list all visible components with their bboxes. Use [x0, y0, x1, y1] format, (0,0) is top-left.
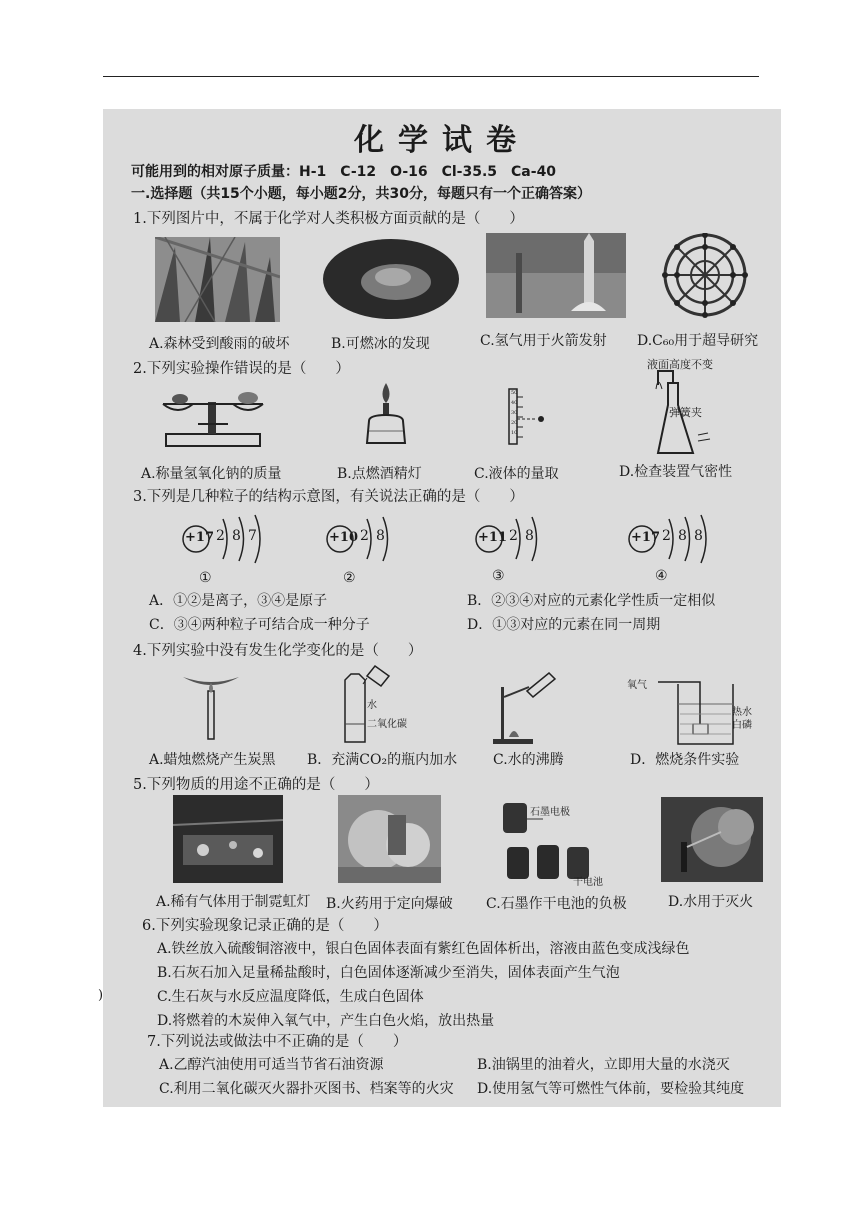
- balance-scale-image: [158, 384, 268, 449]
- q5-option-a: A.稀有气体用于制霓虹灯: [156, 894, 311, 910]
- white-phosphorus-label: 白磷: [732, 720, 752, 731]
- graduated-cylinder-image: [501, 387, 551, 447]
- q7-option-c: C.利用二氧化碳灭火器扑灭图书、档案等的火灾: [159, 1081, 454, 1097]
- q1-option-c: C.氢气用于火箭发射: [480, 333, 607, 349]
- q1-option-d: D.C₆₀用于超导研究: [637, 333, 759, 349]
- atomic-masses: 可能用到的相对原子质量：H-1 C-12 O-16 Cl-35.5 Ca-40: [131, 164, 557, 180]
- particle-2-nucleus: +10: [329, 530, 358, 545]
- q2-option-c: C.液体的量取: [474, 466, 559, 482]
- particle-2-index: ②: [343, 570, 356, 586]
- particle-3-nucleus: +11: [478, 530, 507, 545]
- particle-3-shell-2: 8: [525, 528, 534, 544]
- co2-label: 二氧化碳: [367, 719, 407, 730]
- boiling-water-apparatus-image: [489, 667, 559, 745]
- forest-acid-rain-photo: [155, 237, 280, 322]
- spring-clamp-label: 弹簧夹: [669, 406, 702, 419]
- q3-option-d: D．①③对应的元素在同一周期: [467, 617, 661, 633]
- q3-stem: 3.下列是几种粒子的结构示意图，有关说法正确的是（ ）: [133, 489, 524, 505]
- firefighting-photo: [661, 797, 763, 882]
- q6-option-a: A.铁丝放入硫酸铜溶液中，银白色固体表面有紫红色固体析出，溶液由蓝色变成浅绿色: [157, 941, 690, 957]
- c60-molecule-image: [650, 233, 760, 318]
- particle-1-shell-2: 8: [232, 528, 241, 544]
- q5-stem: 5.下列物质的用途不正确的是（ ）: [133, 777, 379, 793]
- q2-option-b: B.点燃酒精灯: [337, 466, 422, 482]
- particle-4-shell-1: 2: [662, 528, 671, 544]
- cylinder-tick-30: 30: [511, 410, 518, 416]
- q1-option-b: B.可燃冰的发现: [331, 336, 430, 352]
- dry-battery-label: 干电池: [573, 877, 603, 888]
- q6-option-d: D.将燃着的木炭伸入氧气中，产生白色火焰，放出热量: [157, 1013, 495, 1029]
- rocket-launch-photo: [486, 233, 626, 318]
- particle-4-shell-2: 8: [678, 528, 687, 544]
- cylinder-tick-50: 50: [511, 390, 518, 396]
- q4-option-d: D．燃烧条件实验: [630, 752, 740, 768]
- q3-option-c: C．③④两种粒子可结合成一种分子: [149, 617, 370, 633]
- q1-option-a: A.森林受到酸雨的破坏: [149, 336, 290, 352]
- particle-2-shell-2: 8: [376, 528, 385, 544]
- q6-stem: 6.下列实验现象记录正确的是（ ）: [142, 918, 388, 934]
- cylinder-tick-20: 20: [511, 420, 518, 426]
- q5-option-c: C.石墨作干电池的负极: [486, 896, 627, 912]
- cylinder-tick-40: 40: [511, 400, 518, 406]
- combustible-ice-photo: [321, 237, 461, 322]
- page-title: 化学试卷: [354, 123, 530, 158]
- margin-mark: ): [98, 988, 104, 1003]
- alcohol-lamp-image: [361, 381, 411, 449]
- particle-1-index: ①: [199, 570, 212, 586]
- q6-option-c: C.生石灰与水反应温度降低，生成白色固体: [157, 989, 424, 1005]
- q7-stem: 7.下列说法或做法中不正确的是（ ）: [147, 1034, 408, 1050]
- particle-4-nucleus: +17: [631, 530, 660, 545]
- explosive-demolition-photo: [338, 795, 441, 883]
- q4-option-a: A.蜡烛燃烧产生炭黑: [149, 752, 276, 768]
- particle-4-shell-3: 8: [694, 528, 703, 544]
- exam-sheet: [103, 109, 781, 1107]
- q7-option-b: B.油锅里的油着火，立即用大量的水浇灭: [477, 1057, 730, 1073]
- particle-4-index: ④: [655, 568, 668, 584]
- q3-option-b: B．②③④对应的元素化学性质一定相似: [467, 593, 716, 609]
- oxygen-label: 氧气: [627, 680, 647, 691]
- particle-1-shell-3: 7: [248, 528, 257, 544]
- particle-2-shell-1: 2: [360, 528, 369, 544]
- liquid-level-label: 液面高度不变: [647, 358, 713, 371]
- q2-stem: 2.下列实验操作错误的是（ ）: [133, 361, 350, 377]
- particle-1-shell-1: 2: [216, 528, 225, 544]
- q4-option-b: B．充满CO₂的瓶内加水: [307, 752, 458, 768]
- q5-option-d: D.水用于灭火: [668, 894, 754, 910]
- q3-option-a: A．①②是离子，③④是原子: [149, 593, 328, 609]
- neon-lights-photo: [173, 795, 283, 883]
- q4-option-c: C.水的沸腾: [493, 752, 564, 768]
- q2-option-d: D.检查装置气密性: [619, 464, 733, 480]
- q5-option-b: B.火药用于定向爆破: [326, 896, 453, 912]
- candle-soot-image: [181, 671, 241, 741]
- hot-water-label: 热水: [732, 707, 752, 718]
- q4-stem: 4.下列实验中没有发生化学变化的是（ ）: [133, 643, 423, 659]
- particle-3-shell-1: 2: [509, 528, 518, 544]
- combustion-condition-experiment-image: [648, 674, 738, 746]
- q7-option-d: D.使用氢气等可燃性气体前，要检验其纯度: [477, 1081, 745, 1097]
- q1-stem: 1.下列图片中，不属于化学对人类积极方面贡献的是（ ）: [133, 211, 524, 227]
- q6-option-b: B.石灰石加入足量稀盐酸时，白色固体逐渐减少至消失，固体表面产生气泡: [157, 965, 620, 981]
- q2-option-a: A.称量氢氧化钠的质量: [141, 466, 282, 482]
- header-rule: [103, 76, 759, 77]
- section-heading: 一.选择题（共15个小题，每小题2分，共30分，每题只有一个正确答案）: [131, 186, 592, 202]
- graphite-electrode-label: 石墨电极: [530, 807, 570, 818]
- particle-3-index: ③: [492, 568, 505, 584]
- cylinder-tick-10: 10: [511, 430, 518, 436]
- q7-option-a: A.乙醇汽油使用可适当节省石油资源: [159, 1057, 384, 1073]
- particle-1-nucleus: +17: [185, 530, 214, 545]
- water-label: 水: [367, 700, 377, 711]
